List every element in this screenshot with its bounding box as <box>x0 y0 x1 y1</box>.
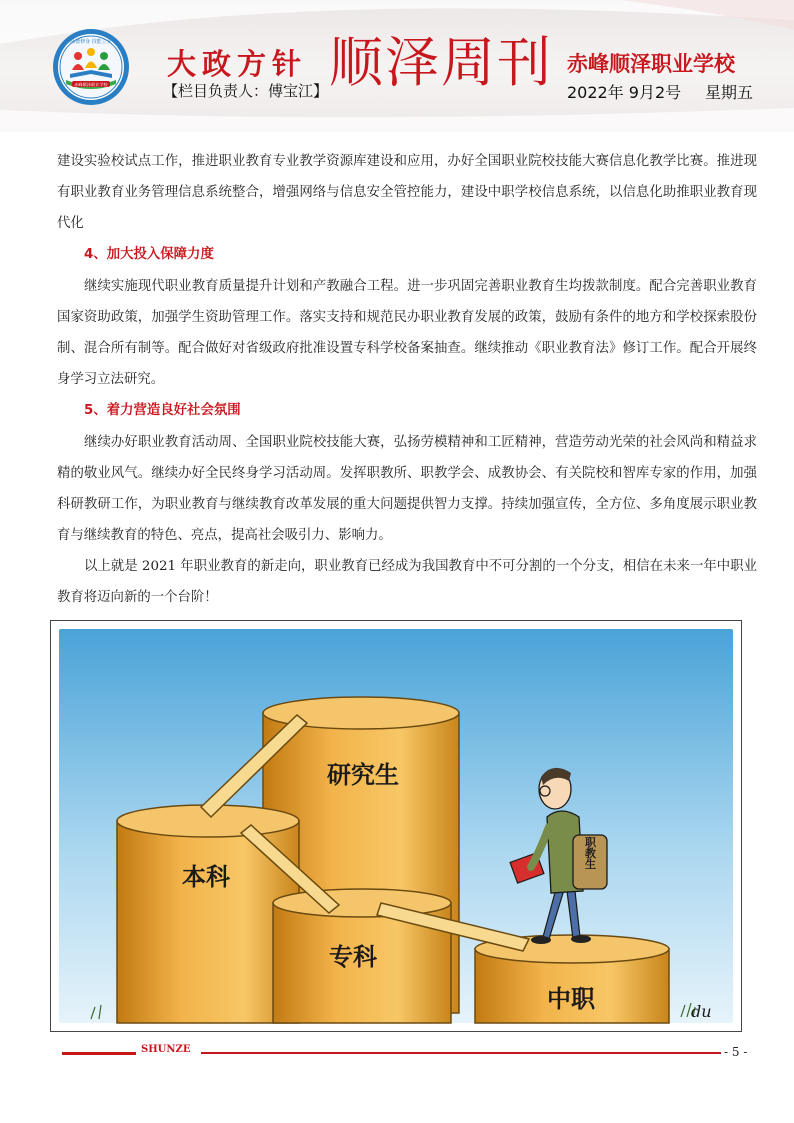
logo-bottom-text: 赤峰顺泽职业学校 <box>74 82 108 87</box>
section-4-paragraph: 继续实施现代职业教育质量提升计划和产教融合工程。进一步巩固完善职业教育生均拨款制度。配合完善职业教育国家资助政策，加强学生资助管理工作。落实支持和规范民办职业教育发展的政策，鼓励有条件的地方和学校探索股份制、混合所有制等。配合做好对省级政府批准设置专科学校备案抽查。继续推动《职业教育法》修订工作。配合开展终身学习立法研究。 <box>57 279 757 387</box>
column-editor: 【栏目负责人：傅宝江】 <box>163 82 329 100</box>
school-name: 赤峰顺泽职业学校 <box>567 52 735 76</box>
conclusion-paragraph: 以上就是 2021 年职业教育的新走向，职业教育已经成为我国教育中不可分割的一个分支，相信在未来一年中职业教育将迈向新的一个台阶！ <box>57 559 757 605</box>
article-body <box>57 146 757 613</box>
page-number: - 5 - <box>724 1045 748 1059</box>
label-junior-college: 专科 <box>329 943 377 971</box>
artist-signature: du <box>691 1002 712 1021</box>
pillar-vocational <box>475 935 669 1023</box>
section-5-paragraph: 继续办好职业教育活动周、全国职业院校技能大赛，弘扬劳模精神和工匠精神，营造劳动光荣的社会风尚和精益求精的敬业风气。继续办好全民终身学习活动周。发挥职教所、职教学会、成教协会、有关院校和智库专家的作用，加强科研教研工作，为职业教育与继续教育改革发展的重大问题提供智力支撑。持续加强宣传，全方位、多角度展示职业教育与继续教育的特色、亮点，提高社会吸引力、影响力。 <box>57 435 757 543</box>
intro-paragraph: 建设实验校试点工作，推进职业教育专业教学资源库建设和应用，办好全国职业院校技能大赛信息化教学比赛。推进现有职业教育业务管理信息系统整合，增强网络与信息安全管控能力，建设中职学校信息系统，以信息化助推职业教育现代化 <box>57 154 757 231</box>
footer-rule-right <box>201 1052 721 1054</box>
masthead <box>0 0 794 132</box>
column-title: 大政方针 <box>167 47 308 81</box>
label-undergraduate: 本科 <box>182 863 230 891</box>
logo-top-text: 品德修身 技能立业 <box>70 39 112 45</box>
label-vocational: 中职 <box>547 985 595 1013</box>
pillar-undergraduate <box>117 805 299 1023</box>
education-ladder-illustration <box>50 620 742 1032</box>
footer-brand: SHUNZE <box>141 1044 191 1055</box>
section-5-heading: 5、着力营造良好社会氛围 <box>84 403 241 418</box>
issue-date: 2022年 9月2号 <box>567 83 682 102</box>
footer-rule-left <box>62 1052 136 1055</box>
student-bag-label: 职教生 <box>583 836 597 870</box>
issue-weekday: 星期五 <box>705 83 754 102</box>
section-4-heading: 4、加大投入保障力度 <box>84 247 214 262</box>
publication-name: 顺泽周刊 <box>329 31 553 94</box>
pillar-junior-college <box>273 889 451 1023</box>
illustration-canvas <box>51 621 741 1031</box>
school-emblem-icon <box>52 28 130 106</box>
label-graduate: 研究生 <box>327 761 399 789</box>
